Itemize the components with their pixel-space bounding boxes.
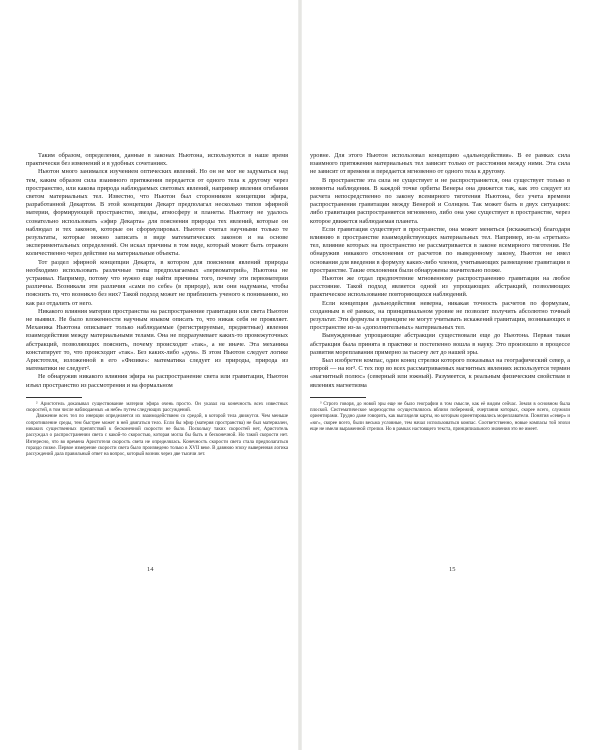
paragraph: Не обнаружив никакого влияния эфира на распространение света или гравитации, Ньютон изъял пространство из рассмотрения и на формальном — [26, 373, 288, 389]
right-page — [302, 0, 600, 750]
page-number: 15 — [449, 566, 456, 573]
footnote: ² Аристотель доказывал существование материи эфира очень просто. Он указал на конечность всех известных скоростей, в том числе наблюдаемых «в небе» путем следующих рассуждений. — [26, 401, 288, 414]
left-footnotes — [26, 402, 288, 459]
footnote: ³ Строго говоря, до новой эры еще не было географии в том смысле, как её видим сейчас. Земля в основном была плоской. Систематическое мореходство осуществлялось вблизи побережий, очертания которых, скорее всего, служили ориентирами. Трудно даже говорить, как выглядели карты, но которым ориентировались мореплаватели. Понятия «север» и «юг», скорее всего, были весьма условные, тем начал использоваться компас. Соответственно, новые компасы той эпохи еще не имели выраженной стрелки. Но в рамках настоящего текста, принципиального значения это не имеет. — [310, 401, 570, 433]
paragraph: Таким образом, определения, данные в законах Ньютона, используются в наше время практически без изменений и в удобных сочетаниях. — [26, 152, 288, 168]
footnote: Движение всех тел по инерции определяется их взаимодействием со средой, в которой тела движутся. Чем меньше сопротивление среды, тем быстрее может в ней двигаться тело. Если бы эфир (материя пространства) не был материален, никаких существенных препятствий к бесконечной скорости не было. Поскольку таких скоростей нет, Аристотель рассуждал о распространении света с какой-то скоростью, которая могла бы быть и бесконечной. Но такой скорости нет. Интересно, что во времена Аристотеля скорость света не определялась. Конечность скорости света стала предполагаться гораздо позже. Первое измерение скорости света было произведено только в XVII веке. В давнюю эпоху выверенная логика рассуждений дала правильный ответ на вопрос, который возник через две тысячи лет. — [26, 414, 288, 458]
paragraph: Вынужденные упрощающие абстракции существовали еще до Ньютона. Первая такая абстракция была принята в практике и постепенно вошла в науку. Это произошло в процессе развития мореплавания примерно за тысячу лет до нашей эры. — [310, 332, 570, 356]
paragraph: Ньютон же отдал предпочтение мгновенному распространению гравитации на любое расстояние. Такой подход является одной из упрощающих абстракций, позволяющих практическое использование повторяющихся наблюдений. — [310, 275, 570, 299]
right-footnotes — [310, 402, 570, 433]
page-number: 14 — [147, 566, 154, 573]
paragraph: Никакого влияния материи пространства на распространение гравитации или света Ньютон не выявил. Не было вложенности научным языком описать то, что никак себя не проявляет. Механика Ньютона описывает только наблюдаемые (регистрируемые, предметные) явления взаимодействия между материальными телами. Она не подразумевает каких-то промежуточных абстракций, позволяющих пояснить, почему происходит «так», а не иначе. Эта механика констатирует то, что происходит «так». Без каких-либо «дум». В этом Ньютон следует логике Аристотеля, изложенной в его «Физике»: математика следует из природы, природа из математики не следует². — [26, 307, 288, 373]
paragraph: Если гравитация существует в пространстве, она может меняться (искажаться) благодаря влиянию в пространстве взаимодействующих материальных тел. Например, из-за «третьих» тел, влияние которых на пространство не рассматривается в законе всемирного тяготения. Не обнаружив никакого отклонения от расчетов по выведенному закону, Ньютон не имел основания для введения в формулу каких-либо членов, учитывающих размещение гравитации в пространстве. Такие отклонения были обнаружены значительно позже. — [310, 225, 570, 274]
left-body-text — [26, 152, 288, 390]
paragraph: Ньютон много занимался изучением оптических явлений. Но он не мог не задуматься над тем, каким образом сила взаимного притяжения передается от одного тела к другому через пространство, или какова природа наблюдаемых световых явлений, например явления огибания светом материальных тел. Известно, что Ньютон был сторонником концепции эфира, разработанной Декартом. В этой концепции Декарт предполагал несколько типов эфирной материи, формирующей пространство, звезды, атмосферу и планеты. Ньютону не удалось сознательно использовать «эфир Декарта» для пояснения природы тех явлений, которые он наблюдал и тех законов, которые он сформулировал. Ньютон считал научными только те результаты, которые можно записать в виде математических законов и на основе экспериментальных определений. Он искал причины в том виде, который может быть отражен количественно через действие на материальные объекты. — [26, 168, 288, 258]
paragraph: В пространстве эта сила не существует и не распространяется, она существует только в моменты наблюдения. В каждой точке орбиты Венеры она движется так, как это следует из расчета непосредственно по закону всемирного тяготения Ньютона, без учета времени распространения гравитации между Венерой и Солнцем. Так может быть в двух ситуациях: либо гравитация распространяется мгновенно, либо она уже существует в пространстве, через которое движется наблюдаемая планета. — [310, 176, 570, 225]
right-body-text — [310, 152, 570, 390]
paragraph: уровне. Для этого Ньютон использовал концепцию «дальнодействия». В ее рамках сила взаимного притяжения материальных тел зависит только от расстояния между ними. Эта сила не зависит от времени и передается мгновенно от одного тела к другому. — [310, 152, 570, 176]
paragraph: Если концепция дальнодействия неверна, никакая точность расчетов по формулам, созданным в её рамках, на принципиальном уровне не позволит получить абсолютно точный результат. Эти формулы в принципе не могут учитывать искажений гравитации, возникающих в пространстве из-за «дополнительных» материальных тел. — [310, 299, 570, 332]
paragraph: Был изобретен компас, один конец стрелки которого показывал на географический север, а второй — на юг³. С тех пор во всех рассматриваемых магнитных явлениях используется термин «магнитный полюс» (северный или южный). Разумеется, к реальным физическим свойствам в явлениях магнетизма — [310, 357, 570, 389]
footnote-divider — [26, 397, 82, 398]
footnote-divider — [310, 397, 366, 398]
paragraph: Тот раздел эфирной концепции Декарта, в котором для пояснения явлений природы необходимо использовать различные типы предполагаемых «первоматерий», Ньютона не устраивал. Например, потому что нужно еще найти причины того, почему эти первоматерии различны. Возникали эти различия «сами по себе» (в природе), или они надуманы, чтобы пояснить то, что возникло без них? Такой подход может не приблизить ученого к пониманию, но как раз отдалить от него. — [26, 258, 288, 307]
left-page — [0, 0, 298, 750]
